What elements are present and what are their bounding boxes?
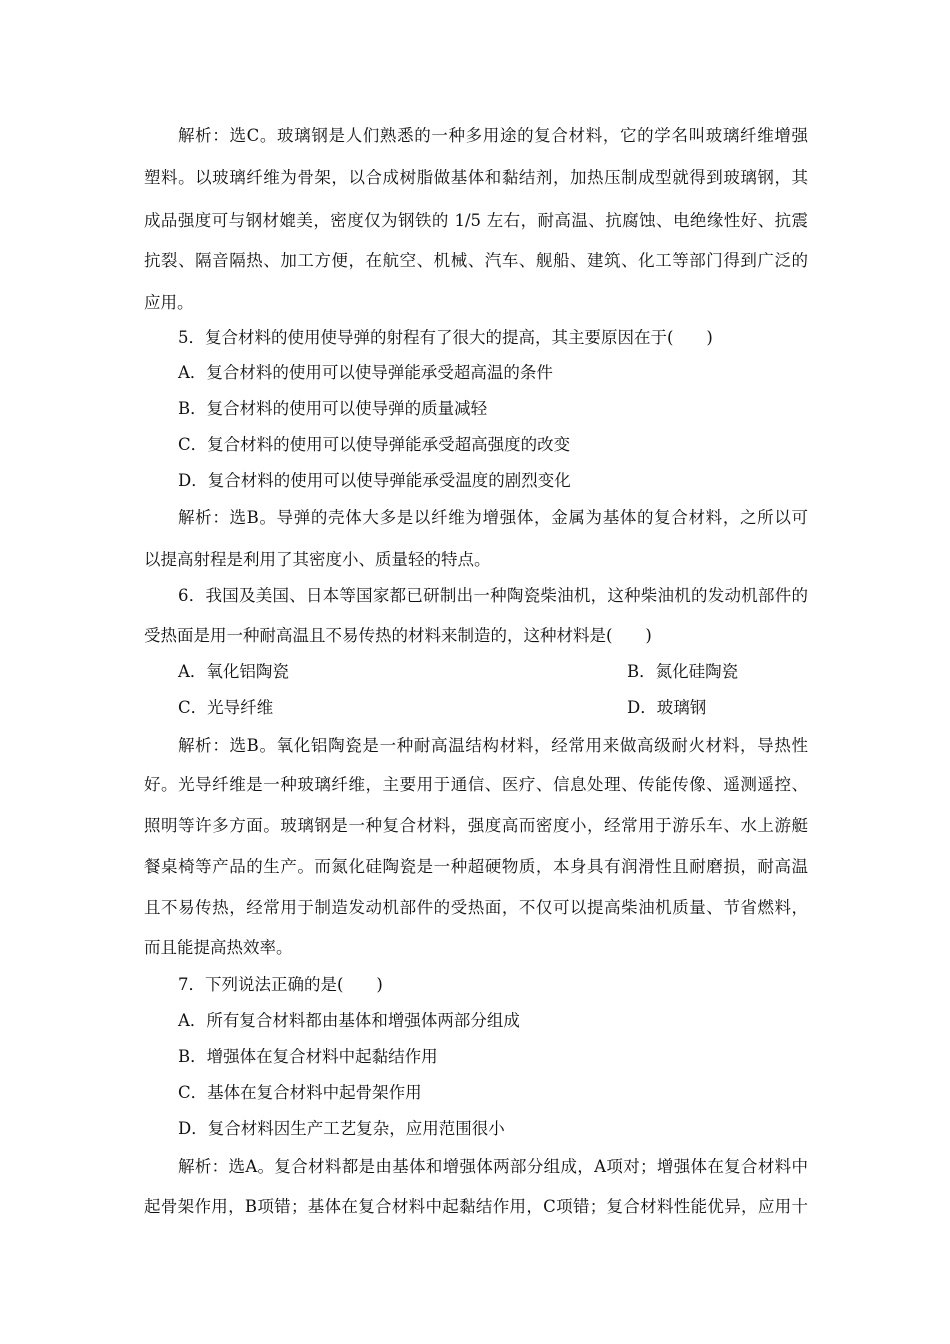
question-7-option-d: D．复合材料因生产工艺复杂，应用范围很小 [178, 1119, 505, 1138]
answer-4-line-2: 塑料。以玻璃纤维为骨架，以合成树脂做基体和黏结剂，加热压制成型就得到玻璃钢，其 [144, 168, 808, 187]
answer-4-line-4: 抗裂、隔音隔热、加工方便，在航空、机械、汽车、舰船、建筑、化工等部门得到广泛的 [144, 251, 808, 270]
question-7-option-a: A．所有复合材料都由基体和增强体两部分组成 [178, 1011, 520, 1030]
question-5-option-c: C．复合材料的使用可以使导弹能承受超高强度的改变 [178, 435, 571, 454]
question-7-option-b: B．增强体在复合材料中起黏结作用 [178, 1047, 438, 1066]
question-6-option-c: C．光导纤维 [178, 698, 274, 717]
answer-6-line-5: 且不易传热，经常用于制造发动机部件的受热面，不仅可以提高柴油机质量、节省燃料， [144, 898, 808, 917]
question-6-option-a: A．氧化铝陶瓷 [178, 662, 289, 681]
question-7-option-c: C．基体在复合材料中起骨架作用 [178, 1083, 422, 1102]
question-5-option-a: A．复合材料的使用可以使导弹能承受超高温的条件 [178, 363, 553, 382]
question-6-line-2: 受热面是用一种耐高温且不易传热的材料来制造的，这种材料是( ) [144, 626, 652, 645]
answer-4-line-3: 成品强度可与钢材媲美，密度仅为钢铁的 1/5 左右，耐高温、抗腐蚀、电绝缘性好、抗震 [144, 211, 808, 230]
answer-6-line-3: 照明等许多方面。玻璃钢是一种复合材料，强度高而密度小，经常用于游乐车、水上游艇 [144, 816, 808, 835]
answer-4-line-1: 解析：选C。玻璃钢是人们熟悉的一种多用途的复合材料，它的学名叫玻璃纤维增强 [178, 126, 808, 145]
question-6-options-row-2 [178, 697, 808, 719]
answer-6-line-6: 而且能提高热效率。 [144, 938, 293, 957]
question-6-option-d: D．玻璃钢 [627, 698, 707, 717]
question-6-line-1: 6．我国及美国、日本等国家都已研制出一种陶瓷柴油机，这种柴油机的发动机部件的 [178, 586, 808, 605]
question-5-option-b: B．复合材料的使用可以使导弹的质量减轻 [178, 399, 488, 418]
answer-5-line-1: 解析：选B。导弹的壳体大多是以纤维为增强体，金属为基体的复合材料，之所以可 [178, 508, 808, 527]
question-5-option-d: D．复合材料的使用可以使导弹能承受温度的剧烈变化 [178, 471, 571, 490]
answer-6-line-1: 解析：选B。氧化铝陶瓷是一种耐高温结构材料，经常用来做高级耐火材料，导热性 [178, 736, 808, 755]
answer-4-line-5: 应用。 [144, 293, 194, 312]
answer-7-line-1: 解析：选A。复合材料都是由基体和增强体两部分组成，A项对；增强体在复合材料中 [178, 1157, 808, 1176]
answer-6-line-2: 好。光导纤维是一种玻璃纤维，主要用于通信、医疗、信息处理、传能传像、遥测遥控、 [144, 775, 808, 794]
answer-7-line-2: 起骨架作用，B项错；基体在复合材料中起黏结作用，C项错；复合材料性能优异，应用十 [144, 1197, 808, 1216]
answer-5-line-2: 以提高射程是利用了其密度小、质量轻的特点。 [144, 550, 491, 569]
question-6-options-row-1 [178, 661, 808, 683]
question-7: 7．下列说法正确的是( ) [178, 975, 383, 994]
answer-6-line-4: 餐桌椅等产品的生产。而氮化硅陶瓷是一种超硬物质，本身具有润滑性且耐磨损，耐高温 [144, 857, 808, 876]
question-5: 5．复合材料的使用使导弹的射程有了很大的提高，其主要原因在于( ) [178, 328, 713, 347]
question-6-option-b: B．氮化硅陶瓷 [627, 662, 739, 681]
